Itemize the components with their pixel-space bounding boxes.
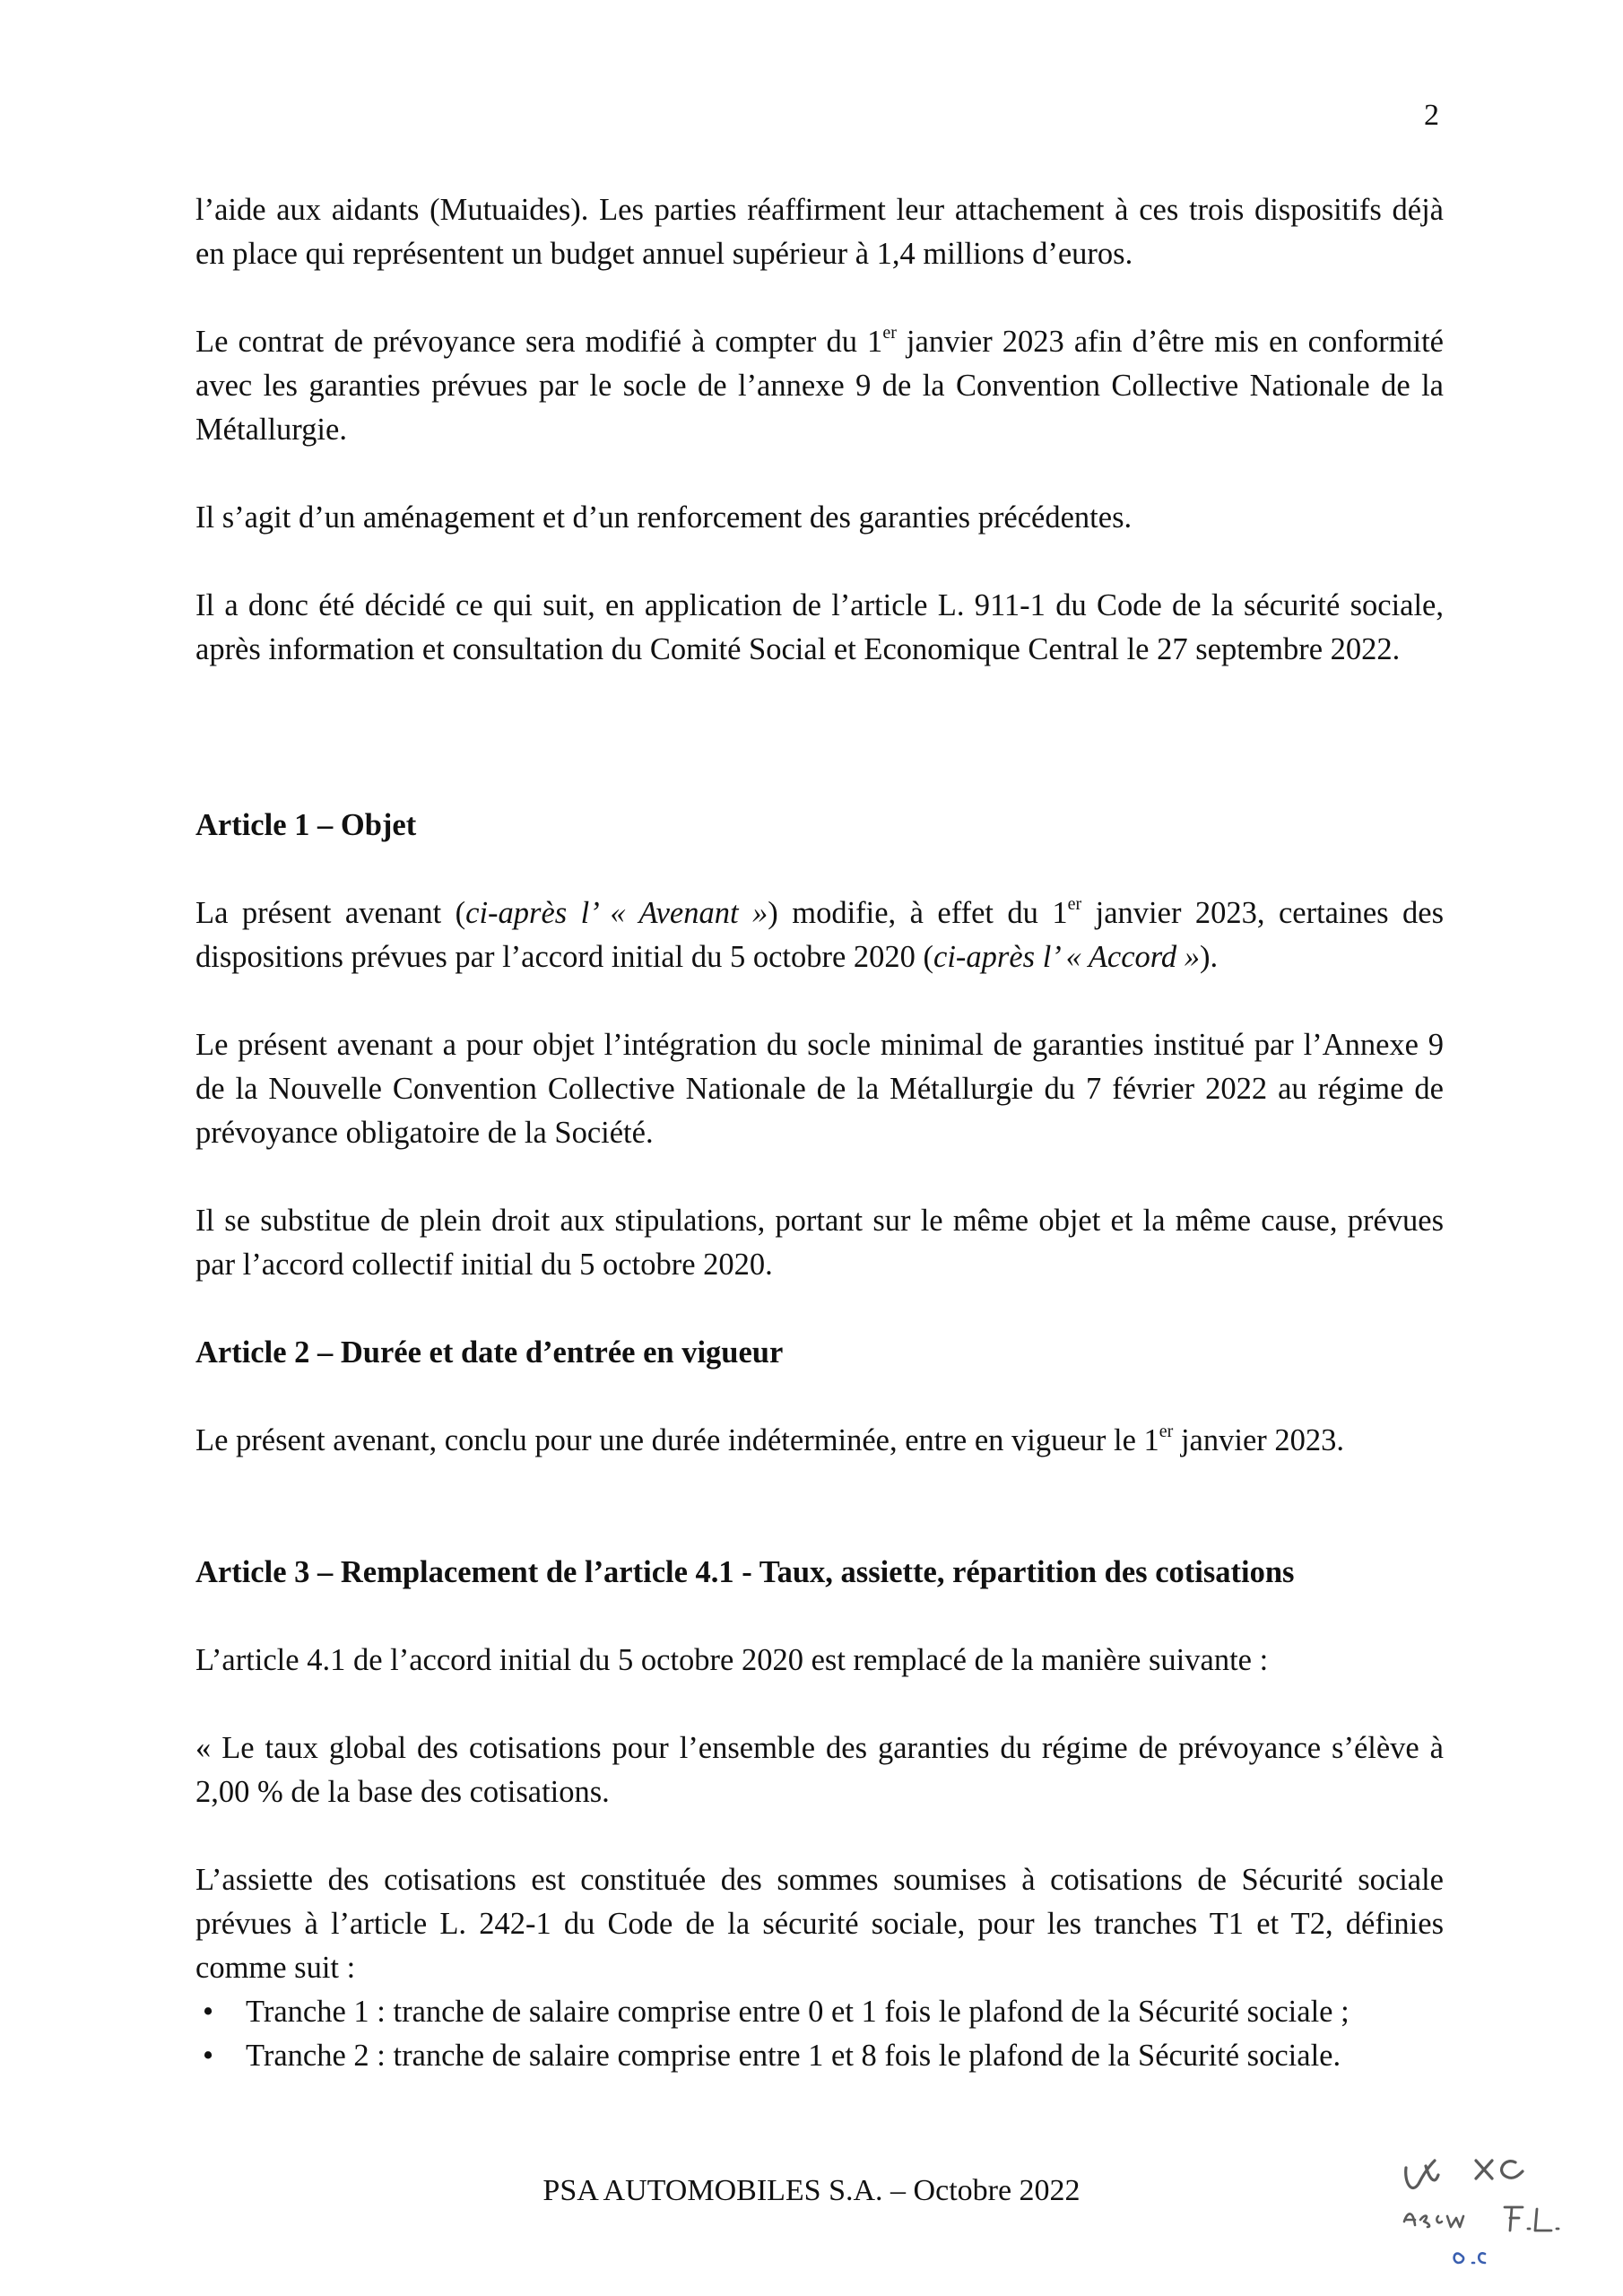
tranche-list xyxy=(195,1990,1444,2078)
paragraph xyxy=(195,320,1444,452)
superscript: er xyxy=(1067,894,1082,914)
page-number: 2 xyxy=(1424,99,1439,132)
paragraph: Le présent avenant a pour objet l’intégration du socle minimal de garanties institué par l’Annexe 9 de la Nouvelle Convention Collective Nationale de la Métallurgie du 7 février 2022 au régime de prévoyance obligatoire de la Société. xyxy=(195,1028,1444,1150)
article-3-heading: Article 3 – Remplacement de l’article 4.1 - Taux, assiette, répartition des cotisations xyxy=(195,1555,1295,1589)
text-run: janvier 2023, certaines des dispositions prévues par l’accord initial du 5 octobre 2020 ( xyxy=(195,896,1444,974)
article-2-heading: Article 2 – Durée et date d’entrée en vigueur xyxy=(195,1335,784,1370)
superscript: er xyxy=(1159,1422,1174,1441)
paragraph: l’aide aux aidants (Mutuaides). Les parties réaffirment leur attachement à ces trois dispositifs déjà en place qui représentent un budget annuel supérieur à 1,4 millions d’euros. xyxy=(195,193,1444,271)
italic-text: ci-après l’ « Accord » xyxy=(933,940,1201,974)
text-run: La présent avenant ( xyxy=(195,896,466,930)
paragraph: L’assiette des cotisations est constituée des sommes soumises à cotisations de Sécurité sociale prévues à l’article L. 242-1 du Code de la sécurité sociale, pour les tranches T1 et T2, définies comme suit : xyxy=(195,1863,1444,1985)
text-run: janvier 2023 afin d’être mis en conformité avec les garanties prévues par le socle de l’annexe 9 de la Convention Collective Nationale de la Métallurgie. xyxy=(195,325,1444,447)
article-1-heading: Article 1 – Objet xyxy=(195,808,417,842)
paragraph: Il a donc été décidé ce qui suit, en application de l’article L. 911-1 du Code de la sécurité sociale, après information et consultation du Comité Social et Economique Central le 27 septembre 2022. xyxy=(195,588,1444,666)
paragraph xyxy=(195,891,1444,979)
italic-text: ci-après l’ « Avenant » xyxy=(465,896,768,930)
handwritten-initials xyxy=(1399,2148,1578,2274)
text-run: janvier 2023. xyxy=(1173,1423,1345,1457)
text-run: Le contrat de prévoyance sera modifié à compter du 1 xyxy=(195,325,883,359)
list-item: • Tranche 2 : tranche de salaire comprise entre 1 et 8 fois le plafond de la Sécurité sociale. xyxy=(195,2034,1444,2078)
paragraph: Il s’agit d’un aménagement et d’un renforcement des garanties précédentes. xyxy=(195,500,1133,535)
superscript: er xyxy=(882,323,897,343)
list-item: • Tranche 1 : tranche de salaire comprise entre 0 et 1 fois le plafond de la Sécurité sociale ; xyxy=(195,1990,1444,2034)
text-run: ) modifie, à effet du 1 xyxy=(768,896,1068,930)
page-footer: PSA AUTOMOBILES S.A. – Octobre 2022 xyxy=(542,2174,1081,2207)
paragraph: « Le taux global des cotisations pour l’ensemble des garanties du régime de prévoyance s’élève à 2,00 % de la base des cotisations. xyxy=(195,1731,1444,1809)
text-run: Le présent avenant, conclu pour une durée indéterminée, entre en vigueur le 1 xyxy=(195,1423,1159,1457)
paragraph: Il se substitue de plein droit aux stipulations, portant sur le même objet et la même cause, prévues par l’accord collectif initial du 5 octobre 2020. xyxy=(195,1204,1444,1282)
paragraph: L’article 4.1 de l’accord initial du 5 octobre 2020 est remplacé de la manière suivante : xyxy=(195,1643,1269,1677)
document-body xyxy=(195,188,1444,2078)
paragraph xyxy=(195,1419,1444,1463)
text-run: ). xyxy=(1200,940,1219,974)
